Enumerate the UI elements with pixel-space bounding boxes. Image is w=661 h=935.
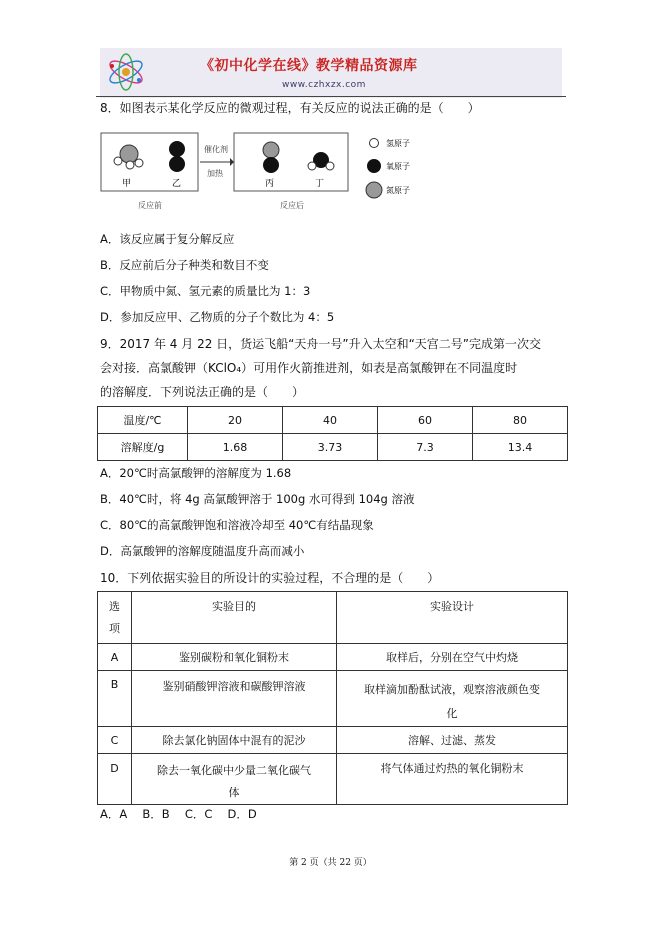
legend-nitrogen: 氮原子 [386,186,410,195]
row-design-line-1: 取样滴加酚酞试液，观察溶液颜色变 [364,683,540,696]
q10-stem: 10．下列依据实验目的所设计的实验过程，不合理的是（ ） [100,571,440,585]
solubility-cell: 13.4 [473,434,568,461]
after-label: 反应后 [280,201,304,210]
experiment-table [97,591,568,805]
temp-row-label: 温度/℃ [98,407,188,434]
solubility-cell: 3.73 [283,434,378,461]
q9-stem-line-3: 的溶解度．下列说法正确的是（ ） [100,385,305,399]
temp-cell: 80 [473,407,568,434]
header-rule [96,96,566,97]
header-goal: 实验目的 [132,592,337,644]
atom-logo-icon [104,50,148,94]
banner-url: www.czhxzx.com [282,80,366,90]
legend-oxygen: 氧原子 [386,162,410,171]
heat-label: 加热 [207,169,223,178]
row-goal-line-1: 除去一氧化碳中少量二氧化碳气 [157,764,311,777]
solubility-cell: 7.3 [378,434,473,461]
row-option: B [98,671,132,727]
before-label: 反应前 [138,201,162,210]
header-option-line-2: 项 [109,622,120,635]
page-footer: 第 2 页（共 22 页） [289,858,372,868]
row-design-line-2: 化 [446,707,458,720]
row-goal-line-2: 体 [228,786,240,799]
row-option: A [98,644,132,671]
solubility-row-label: 溶解度/g [98,434,188,461]
row-design: 溶解、过滤、蒸发 [337,727,568,754]
bing-label: 丙 [265,179,275,189]
row-goal: 鉴别硝酸钾溶液和碳酸钾溶液 [132,671,337,727]
q9-stem-line-2: 会对接．高氯酸钾（KClO₄）可用作火箭推进剂，如表是高氯酸钾在不同温度时 [100,361,518,375]
row-design: 将气体通过灼热的氧化铜粉末 [337,754,568,805]
q9-stem-line-1: 9．2017 年 4 月 22 日，货运飞船“天舟一号”升入太空和“天宫二号”完成第一次交 [100,337,542,351]
row-goal [132,754,337,805]
q9-option-b: B．40℃时，将 4g 高氯酸钾溶于 100g 水可得到 104g 溶液 [100,492,415,506]
temp-cell: 60 [378,407,473,434]
q8-option-b: B．反应前后分子种类和数目不变 [100,258,269,272]
reaction-figure [100,128,430,218]
temp-cell: 40 [283,407,378,434]
q10-answers: A．A B．B C．C D．D [100,807,257,821]
header-design: 实验设计 [337,592,568,644]
q8-option-c: C．甲物质中氮、氢元素的质量比为 1：3 [100,284,311,298]
q8-stem: 8．如图表示某化学反应的微观过程，有关反应的说法正确的是（ ） [100,101,480,115]
row-goal: 鉴别碳粉和氧化铜粉末 [132,644,337,671]
solubility-cell: 1.68 [188,434,283,461]
solubility-table [97,406,568,461]
q9-option-c: C．80℃的高氯酸钾饱和溶液冷却至 40℃有结晶现象 [100,518,374,532]
row-design [337,671,568,727]
row-option: C [98,727,132,754]
row-design: 取样后，分别在空气中灼烧 [337,644,568,671]
q9-option-a: A．20℃时高氯酸钾的溶解度为 1.68 [100,466,292,480]
row-goal: 除去氯化钠固体中混有的泥沙 [132,727,337,754]
row-option: D [98,754,132,805]
yi-label: 乙 [172,179,182,189]
jia-label: 甲 [122,179,132,189]
banner-title: 《初中化学在线》教学精品资源库 [200,58,418,74]
temp-cell: 20 [188,407,283,434]
catalyst-label: 催化剂 [204,145,228,154]
ding-label: 丁 [315,179,325,189]
q8-option-a: A．该反应属于复分解反应 [100,232,235,246]
legend-hydrogen: 氢原子 [386,139,410,148]
header-option-line-1: 选 [109,600,120,613]
q8-option-d: D．参加反应甲、乙物质的分子个数比为 4：5 [100,310,335,324]
header-option [98,592,132,644]
q9-option-d: D．高氯酸钾的溶解度随温度升高而减小 [100,544,305,558]
